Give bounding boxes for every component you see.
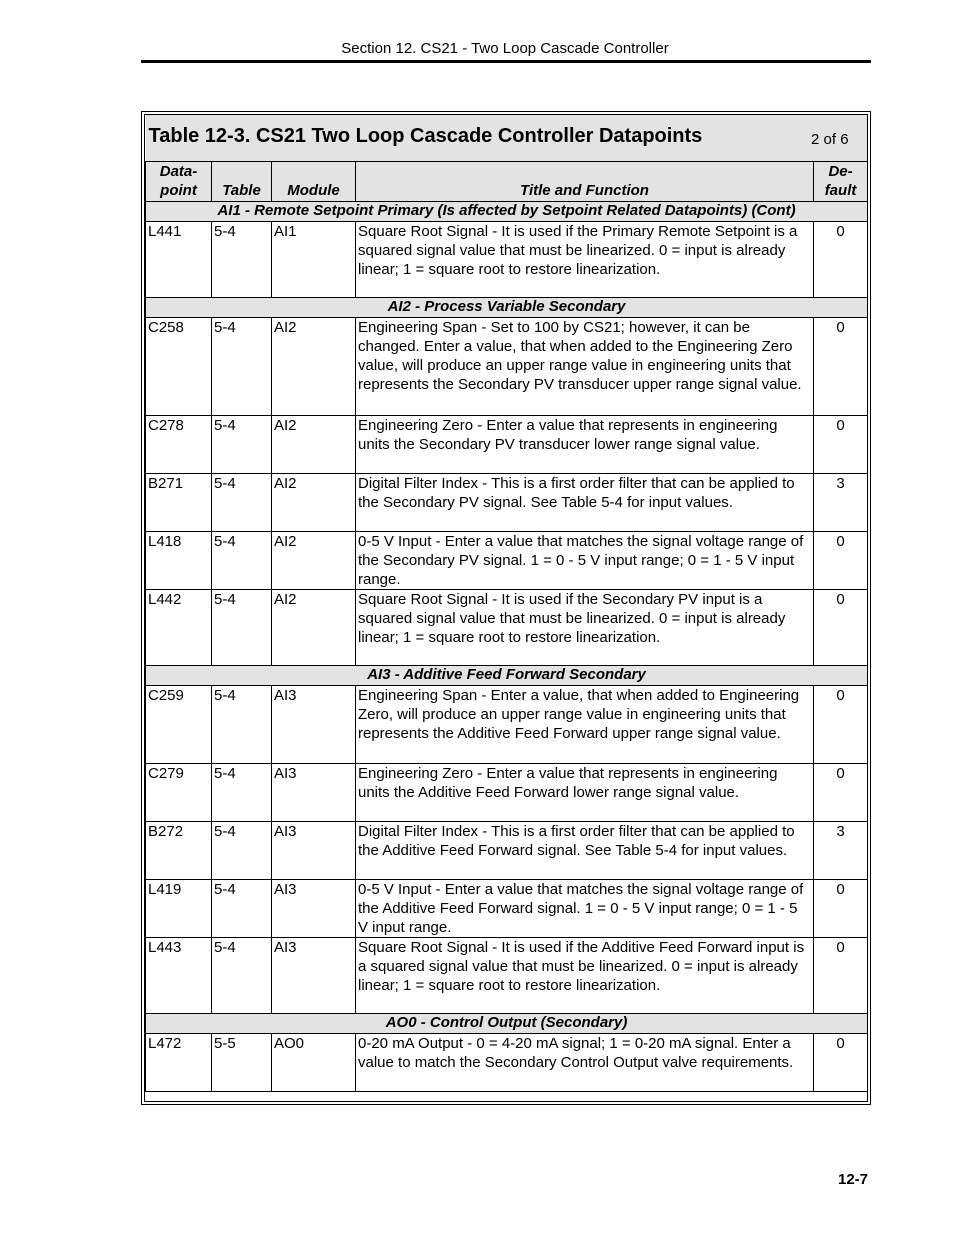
module-cell: AI3 xyxy=(272,938,356,1014)
datapoint-cell: C259 xyxy=(146,686,212,764)
datapoint-cell: L418 xyxy=(146,532,212,590)
function-cell: 0-5 V Input - Enter a value that matches the signal voltage range of the Additive Feed Forward signal. 1 = 0 - 5 V input range; 0 = 1 - 5 V input range. xyxy=(356,880,814,938)
table-ref-cell: 5-4 xyxy=(212,880,272,938)
section-header-row xyxy=(146,666,868,686)
datapoint-cell: L441 xyxy=(146,222,212,298)
table-row xyxy=(146,222,868,298)
table-title: Table 12-3. CS21 Two Loop Cascade Controller Datapoints xyxy=(148,125,703,147)
table-ref-cell: 5-4 xyxy=(212,938,272,1014)
datapoint-cell: B271 xyxy=(146,474,212,532)
function-cell: Engineering Zero - Enter a value that represents in engineering units the Secondary PV transducer lower range signal value. xyxy=(356,416,814,474)
default-cell: 3 xyxy=(814,822,868,880)
table-row xyxy=(146,938,868,1014)
function-cell: Square Root Signal - It is used if the Additive Feed Forward input is a squared signal value that must be linearized. 0 = input is already linear; 1 = square root to restore linearization. xyxy=(356,938,814,1014)
default-cell: 0 xyxy=(814,880,868,938)
datapoint-cell: C278 xyxy=(146,416,212,474)
default-cell: 0 xyxy=(814,590,868,666)
table-ref-cell: 5-4 xyxy=(212,822,272,880)
table-ref-cell: 5-4 xyxy=(212,474,272,532)
function-cell: 0-5 V Input - Enter a value that matches the signal voltage range of the Secondary PV signal. 1 = 0 - 5 V input range; 0 = 1 - 5 V input range. xyxy=(356,532,814,590)
running-header: Section 12. CS21 - Two Loop Cascade Controller xyxy=(341,40,669,57)
datapoint-cell: L443 xyxy=(146,938,212,1014)
default-cell: 0 xyxy=(814,1034,868,1092)
function-cell: 0-20 mA Output - 0 = 4-20 mA signal; 1 = 0-20 mA signal. Enter a value to match the Secondary Control Output valve requirements. xyxy=(356,1034,814,1092)
default-cell: 0 xyxy=(814,318,868,416)
module-cell: AI1 xyxy=(272,222,356,298)
table-title-row xyxy=(146,115,868,162)
module-cell: AI3 xyxy=(272,880,356,938)
default-cell: 0 xyxy=(814,416,868,474)
section-heading: AI2 - Process Variable Secondary xyxy=(146,298,868,318)
default-cell: 0 xyxy=(814,532,868,590)
table-row xyxy=(146,686,868,764)
col-header-module: Module xyxy=(272,162,356,202)
table-ref-cell: 5-4 xyxy=(212,318,272,416)
section-header-row xyxy=(146,202,868,222)
default-cell: 0 xyxy=(814,686,868,764)
datapoint-cell: L442 xyxy=(146,590,212,666)
table-page-of: 2 of 6 xyxy=(811,131,849,148)
datapoints-table xyxy=(145,115,868,1092)
table-ref-cell: 5-4 xyxy=(212,532,272,590)
datapoint-cell: C258 xyxy=(146,318,212,416)
module-cell: AI2 xyxy=(272,474,356,532)
table-ref-cell: 5-4 xyxy=(212,590,272,666)
table-row xyxy=(146,474,868,532)
datapoint-cell: C279 xyxy=(146,764,212,822)
default-cell: 0 xyxy=(814,938,868,1014)
datapoint-cell: L419 xyxy=(146,880,212,938)
header-rule xyxy=(141,60,871,63)
module-cell: AI2 xyxy=(272,416,356,474)
module-cell: AI2 xyxy=(272,532,356,590)
table-row xyxy=(146,764,868,822)
section-heading: AO0 - Control Output (Secondary) xyxy=(146,1014,868,1034)
datapoints-table-inner xyxy=(144,114,868,1102)
module-cell: AI2 xyxy=(272,318,356,416)
section-heading: AI3 - Additive Feed Forward Secondary xyxy=(146,666,868,686)
table-row xyxy=(146,416,868,474)
table-title-cell xyxy=(146,115,868,162)
table-row xyxy=(146,1034,868,1092)
module-cell: AI2 xyxy=(272,590,356,666)
col-header-datapoint: Data- point xyxy=(146,162,212,202)
module-cell: AI3 xyxy=(272,764,356,822)
table-ref-cell: 5-4 xyxy=(212,416,272,474)
section-header-row xyxy=(146,298,868,318)
column-header-row xyxy=(146,162,868,202)
default-cell: 3 xyxy=(814,474,868,532)
section-heading: AI1 - Remote Setpoint Primary (Is affected by Setpoint Related Datapoints) (Cont) xyxy=(146,202,868,222)
function-cell: Engineering Span - Set to 100 by CS21; however, it can be changed. Enter a value, that when added to the Engineering Zero value, will produce an upper range value in engineering units that represents the Secondary PV transducer upper range signal value. xyxy=(356,318,814,416)
function-cell: Digital Filter Index - This is a first order filter that can be applied to the Additive Feed Forward signal. See Table 5-4 for input values. xyxy=(356,822,814,880)
table-ref-cell: 5-5 xyxy=(212,1034,272,1092)
page-number: 12-7 xyxy=(838,1171,869,1188)
default-cell: 0 xyxy=(814,222,868,298)
datapoint-cell: L472 xyxy=(146,1034,212,1092)
datapoint-cell: B272 xyxy=(146,822,212,880)
table-row xyxy=(146,822,868,880)
datapoints-table-frame xyxy=(141,111,871,1105)
section-header-row xyxy=(146,1014,868,1034)
function-cell: Engineering Span - Enter a value, that when added to Engineering Zero, will produce an upper range value in engineering units that represents the Additive Feed Forward upper range signal value. xyxy=(356,686,814,764)
function-cell: Engineering Zero - Enter a value that represents in engineering units the Additive Feed Forward lower range signal value. xyxy=(356,764,814,822)
col-header-table: Table xyxy=(212,162,272,202)
table-row xyxy=(146,318,868,416)
table-row xyxy=(146,532,868,590)
module-cell: AI3 xyxy=(272,822,356,880)
module-cell: AI3 xyxy=(272,686,356,764)
table-ref-cell: 5-4 xyxy=(212,764,272,822)
table-row xyxy=(146,590,868,666)
col-header-default: De- fault xyxy=(814,162,868,202)
module-cell: AO0 xyxy=(272,1034,356,1092)
col-header-title: Title and Function xyxy=(356,162,814,202)
table-row xyxy=(146,880,868,938)
table-ref-cell: 5-4 xyxy=(212,222,272,298)
function-cell: Square Root Signal - It is used if the Primary Remote Setpoint is a squared signal value that must be linearized. 0 = input is already linear; 1 = square root to restore linearization. xyxy=(356,222,814,298)
function-cell: Square Root Signal - It is used if the Secondary PV input is a squared signal value that must be linearized. 0 = input is already linear; 1 = square root to restore linearization. xyxy=(356,590,814,666)
default-cell: 0 xyxy=(814,764,868,822)
function-cell: Digital Filter Index - This is a first order filter that can be applied to the Secondary PV signal. See Table 5-4 for input values. xyxy=(356,474,814,532)
table-ref-cell: 5-4 xyxy=(212,686,272,764)
